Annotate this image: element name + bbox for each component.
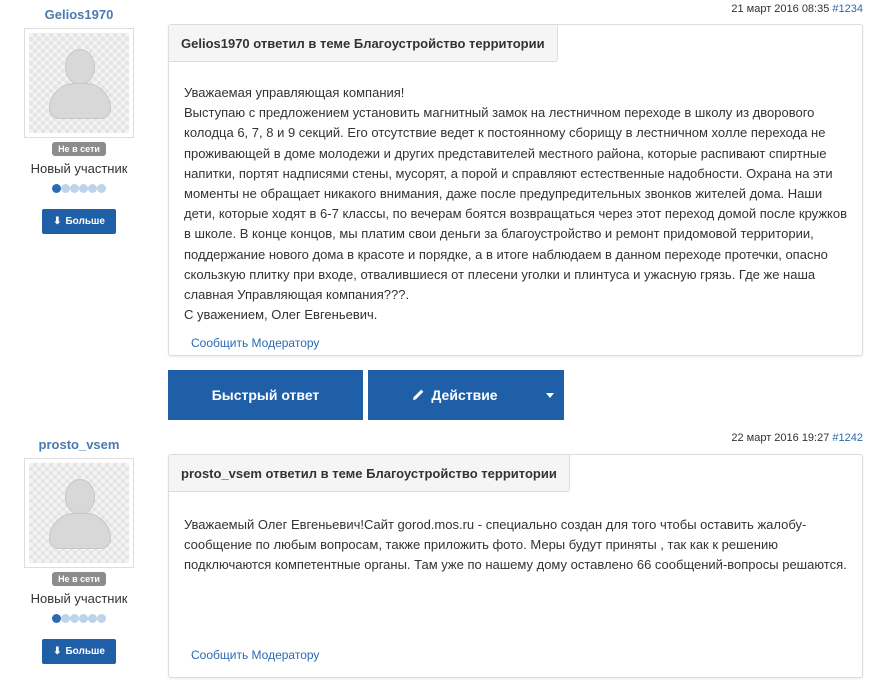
rank-pip xyxy=(88,614,97,623)
post-heading: Gelios1970 ответил в теме Благоустройство территории xyxy=(169,25,558,62)
quick-reply-label: Быстрый ответ xyxy=(211,387,320,403)
post-meta xyxy=(731,3,863,15)
rank-pips xyxy=(24,184,134,194)
action-button-label: Действие xyxy=(431,387,498,403)
rank-pip xyxy=(52,614,61,623)
post-paragraph: Уважаемая управляющая компания! xyxy=(184,85,405,100)
rank-pip xyxy=(61,614,70,623)
user-rank: Новый участник xyxy=(30,161,128,176)
post-panel xyxy=(168,454,863,678)
avatar[interactable] xyxy=(29,33,129,133)
post-paragraph: Выступаю с предложением установить магнитный замок на лестничном переходе в школу из дворового колодца 6, 7, 8 и 9 секций. Его отсутствие ведет к постоянному сборищу в лестничном холле перехода не проживающей в доме молодежи и других представителей местного района, которые распивают спиртные напитки, портят надписями стены, мусорят, а порой и справляют естественные надобности. Охрана на эти моменты не обращает никакого внимания, даже после предупредительных звонков жителей дома. Наши дети, которые ходят в 6-7 классы, по вечерам боятся возвращаться через этот переход домой после кружков в школе. В конце концов, мы платим свои деньги за благоустройство и ремонт придомовой территории, поддержание нового дома в красоте и порядке, а в итоге наблюдаем в данном переходе протечки, опасно скользкую плитку при входе, отвалившиеся от плесени уголки и плинтуса и ужасную грязь. Где же наша славная Управляющая компания???. xyxy=(184,105,847,303)
more-button-label: Больше xyxy=(65,216,105,227)
avatar[interactable] xyxy=(29,463,129,563)
pencil-icon xyxy=(412,388,425,401)
avatar-placeholder-body xyxy=(49,83,111,119)
more-button[interactable] xyxy=(42,209,116,234)
post-paragraph: С уважением, Олег Евгеньевич. xyxy=(184,307,378,323)
post-date: 21 март 2016 08:35 xyxy=(731,3,830,15)
post-1242 xyxy=(0,428,882,687)
rank-pip xyxy=(97,184,106,193)
arrow-down-icon: ⬇ xyxy=(53,216,62,227)
report-moderator-link[interactable]: Сообщить Модератору xyxy=(191,336,320,350)
post-permalink[interactable]: #1242 xyxy=(832,432,863,444)
avatar-placeholder-body xyxy=(49,513,111,549)
rank-pip xyxy=(79,614,88,623)
more-button[interactable] xyxy=(42,639,116,664)
action-button-content xyxy=(412,370,497,420)
arrow-down-icon: ⬇ xyxy=(53,646,62,657)
post-body xyxy=(169,515,862,576)
author-card xyxy=(24,437,134,664)
more-button-label: Больше xyxy=(65,646,105,657)
rank-pip xyxy=(88,184,97,193)
rank-pip xyxy=(52,184,61,193)
rank-pip xyxy=(79,184,88,193)
status-badge: Не в сети xyxy=(52,572,106,586)
user-rank: Новый участник xyxy=(30,591,128,606)
post-paragraph: Уважаемый Олег Евгеньевич!Сайт gorod.mos.ru - специально создан для того чтобы оставить жалобу-сообщение по любым вопросам, также приложить фото. Меры будут приняты , так как к решению подключаются компетентные органы. Там уже по нашему дому оставлено 66 сообщений-вопросы решаются. xyxy=(184,517,847,573)
post-permalink[interactable]: #1234 xyxy=(832,3,863,15)
status-badge: Не в сети xyxy=(52,142,106,156)
caret-down-icon xyxy=(546,393,554,398)
avatar-placeholder-icon xyxy=(65,479,95,515)
post-heading: prosto_vsem ответил в теме Благоустройство территории xyxy=(169,455,570,492)
quick-reply-button[interactable] xyxy=(168,370,363,420)
action-dropdown-toggle[interactable] xyxy=(536,370,564,420)
action-button[interactable] xyxy=(368,370,564,420)
rank-pip xyxy=(97,614,106,623)
avatar-frame xyxy=(24,458,134,568)
post-date: 22 март 2016 19:27 xyxy=(731,432,830,444)
post-body xyxy=(169,83,862,325)
rank-pip xyxy=(70,184,79,193)
rank-pip xyxy=(70,614,79,623)
rank-pips xyxy=(24,614,134,624)
avatar-placeholder-icon xyxy=(65,49,95,85)
post-meta xyxy=(731,432,863,444)
author-name[interactable]: Gelios1970 xyxy=(44,7,114,22)
post-panel xyxy=(168,24,863,356)
author-name[interactable]: prosto_vsem xyxy=(38,437,120,452)
avatar-frame xyxy=(24,28,134,138)
rank-pip xyxy=(61,184,70,193)
author-card xyxy=(24,7,134,234)
report-moderator-link[interactable]: Сообщить Модератору xyxy=(191,648,320,662)
